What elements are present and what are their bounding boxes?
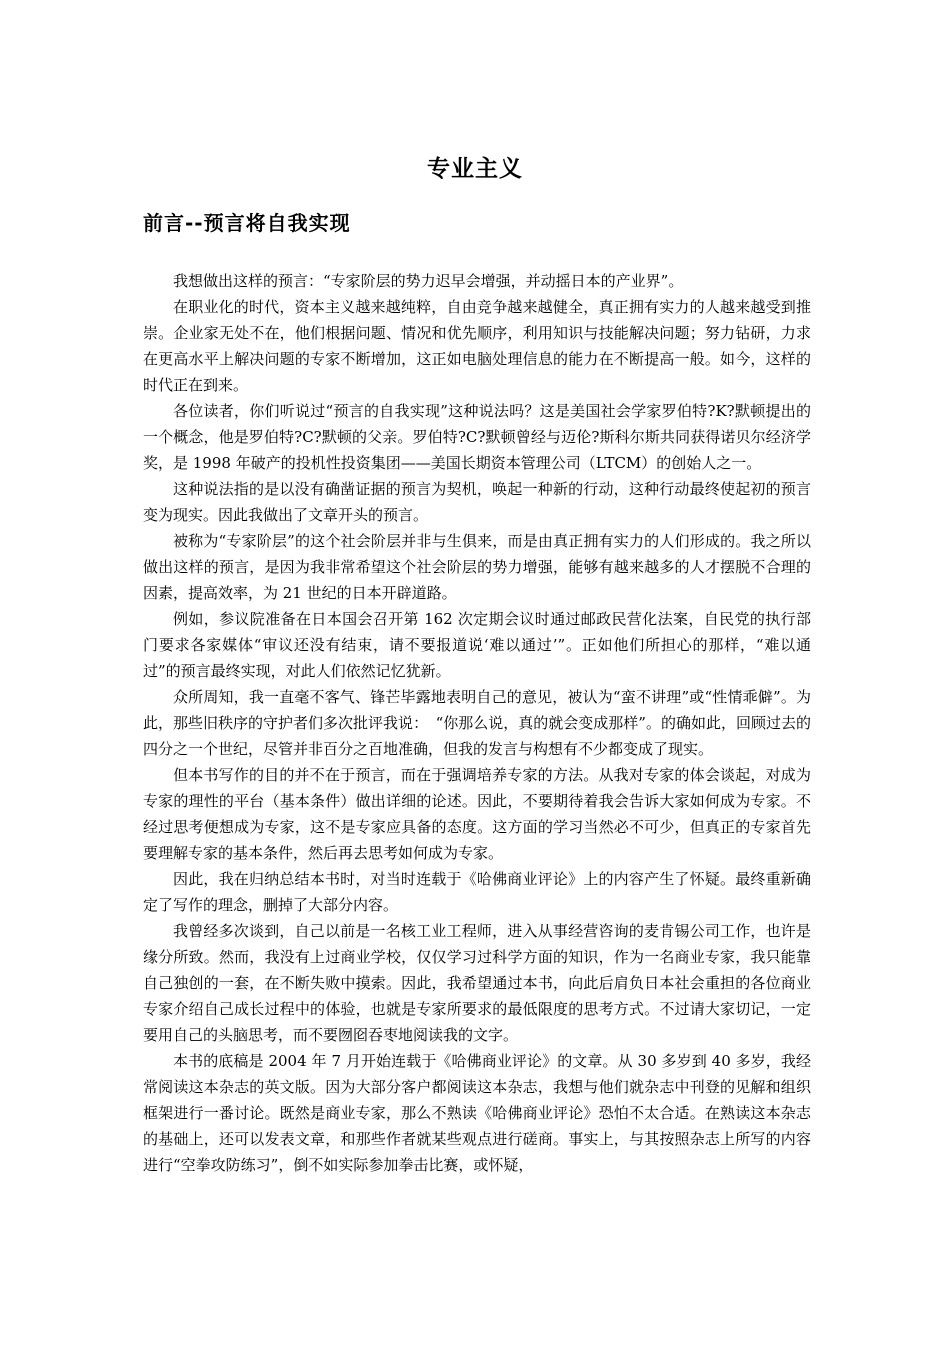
- paragraph: 各位读者，你们听说过“预言的自我实现”这种说法吗？这是美国社会学家罗伯特?K?默顿提出的一个概念，他是罗伯特?C?默顿的父亲。罗伯特?C?默顿曾经与迈伦?斯科尔斯共同获得诺贝尔经济学奖，是 1998 年破产的投机性投资集团——美国长期资本管理公司（LTCM）的创始人之一。: [143, 402, 811, 472]
- paragraph: 例如，参议院准备在日本国会召开第 162 次定期会议时通过邮政民营化法案，自民党的执行部门要求各家媒体“审议还没有结束，请不要报道说‘难以通过’”。正如他们所担心的那样，“难以通过”的预言最终实现，对此人们依然记忆犹新。: [143, 610, 811, 680]
- section-heading: 前言--预言将自我实现: [143, 211, 351, 235]
- paragraph: 因此，我在归纳总结本书时，对当时连载于《哈佛商业评论》上的内容产生了怀疑。最终重新确定了写作的理念，删掉了大部分内容。: [143, 870, 811, 914]
- paragraph: 但本书写作的目的并不在于预言，而在于强调培养专家的方法。从我对专家的体会谈起，对成为专家的理性的平台（基本条件）做出详细的论述。因此，不要期待着我会告诉大家如何成为专家。不经过思考便想成为专家，这不是专家应具备的态度。这方面的学习当然必不可少，但真正的专家首先要理解专家的基本条件，然后再去思考如何成为专家。: [143, 766, 811, 862]
- paragraph: 众所周知，我一直毫不客气、锋芒毕露地表明自己的意见，被认为“蛮不讲理”或“性情乖僻”。为此，那些旧秩序的守护者们多次批评我说： “你那么说，真的就会变成那样”。的确如此，回顾过去的四分之一个世纪，尽管并非百分之百地准确，但我的发言与构想有不少都变成了现实。: [143, 688, 811, 758]
- paragraph: 我曾经多次谈到，自己以前是一名核工业工程师，进入从事经营咨询的麦肯锡公司工作，也许是缘分所致。然而，我没有上过商业学校，仅仅学习过科学方面的知识，作为一名商业专家，我只能靠自己独创的一套，在不断失败中摸索。因此，我希望通过本书，向此后肩负日本社会重担的各位商业专家介绍自己成长过程中的体验，也就是专家所要求的最低限度的思考方式。不过请大家切记，一定要用自己的头脑思考，而不要囫囵吞枣地阅读我的文字。: [143, 922, 811, 1044]
- body-text: [143, 268, 811, 1178]
- paragraph: 这种说法指的是以没有确凿证据的预言为契机，唤起一种新的行动，这种行动最终使起初的预言变为现实。因此我做出了文章开头的预言。: [143, 480, 811, 524]
- page-title: 专业主义: [427, 156, 523, 182]
- paragraph: 在职业化的时代，资本主义越来越纯粹，自由竞争越来越健全，真正拥有实力的人越来越受到推崇。企业家无处不在，他们根据问题、情况和优先顺序，利用知识与技能解决问题；努力钻研，力求在更高水平上解决问题的专家不断增加，这正如电脑处理信息的能力在不断提高一般。如今，这样的时代正在到来。: [143, 298, 811, 394]
- paragraph: 本书的底稿是 2004 年 7 月开始连载于《哈佛商业评论》的文章。从 30 多岁到 40 多岁，我经常阅读这本杂志的英文版。因为大部分客户都阅读这本杂志，我想与他们就杂志中刊登的见解和组织框架进行一番讨论。既然是商业专家，那么不熟读《哈佛商业评论》恐怕不太合适。在熟读这本杂志的基础上，还可以发表文章，和那些作者就某些观点进行磋商。事实上，与其按照杂志上所写的内容进行“空拳攻防练习”，倒不如实际参加拳击比赛，或怀疑，: [143, 1052, 811, 1174]
- paragraph: 被称为“专家阶层”的这个社会阶层并非与生俱来，而是由真正拥有实力的人们形成的。我之所以做出这样的预言，是因为我非常希望这个社会阶层的势力增强，能够有越来越多的人才摆脱不合理的因素，提高效率，为 21 世纪的日本开辟道路。: [143, 532, 811, 602]
- paragraph: 我想做出这样的预言：“专家阶层的势力迟早会增强，并动摇日本的产业界”。: [173, 272, 684, 290]
